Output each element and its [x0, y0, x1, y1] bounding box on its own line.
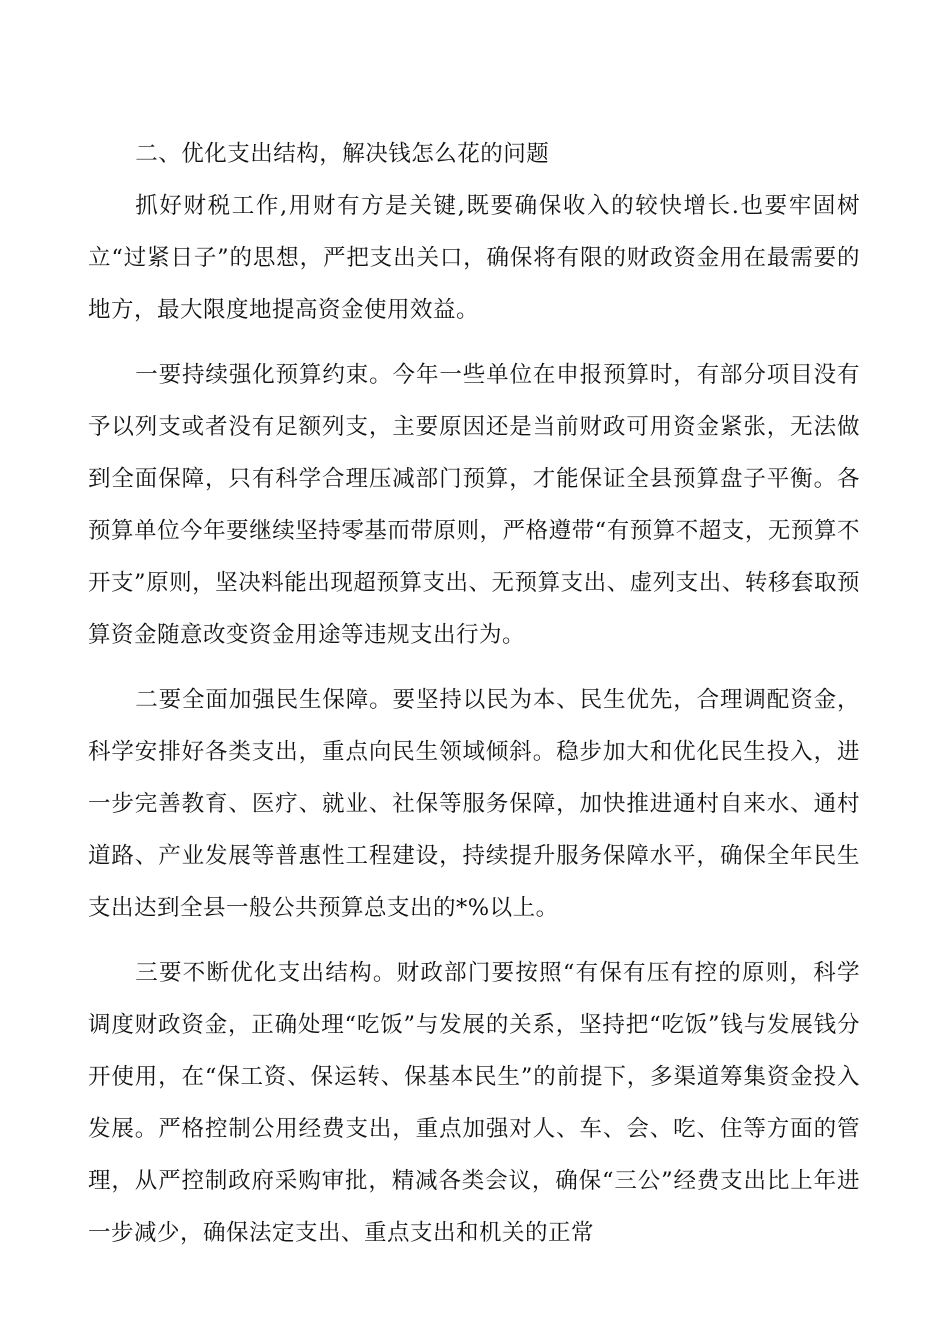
paragraph-budget-constraint: 一要持续强化预算约束。今年一些单位在申报预算时，有部分项目没有予以列支或者没有足额列支，主要原因还是当前财政可用资金紧张，无法做到全面保障，只有科学合理压减部门预算，才能保证全县预算盘子平衡。各预算单位今年要继续坚持零基而带原则，严格遵带“有预算不超支，无预算不开支”原则，坚决料能出现超预算支出、无预算支出、虚列支出、转移套取预算资金随意改变资金用途等违规支出行为。: [88, 362, 860, 648]
document-body: [88, 128, 860, 1259]
paragraph-optimize-structure: 三要不断优化支出结构。财政部门要按照“有保有压有控的原则，科学调度财政资金，正确处理“吃饭”与发展的关系，坚持把“吃饭”钱与发展钱分开使用，在“保工资、保运转、保基本民生”的前提下，多渠道筹集资金投入发展。严格控制公用经费支出，重点加强对人、车、会、吃、住等方面的管理，从严控制政府采购审批，精减各类会议，确保“三公”经费支出比上年进一步减少，确保法定支出、重点支出和机关的正常: [88, 960, 860, 1246]
paragraph-livelihood-guarantee: 二要全面加强民生保障。要坚持以民为本、民生优先，合理调配资金，科学安排好各类支出，重点向民生领域倾斜。稳步加大和优化民生投入，进一步完善教育、医疗、就业、社保等服务保障，加快推进通村自来水、通村道路、产业发展等普惠性工程建设，持续提升服务保障水平，确保全年民生支出达到全县一般公共预算总支出的*%以上。: [88, 687, 860, 921]
section-heading: 二、优化支出结构，解决钱怎么花的问题: [135, 141, 550, 167]
paragraph-intro: 抓好财税工作,用财有方是关键,既要确保收入的较快增长.也要牢固树立“过紧日子”的思想，严把支出关口，确保将有限的财政资金用在最需要的地方，最大限度地提高资金使用效益。: [88, 193, 860, 323]
